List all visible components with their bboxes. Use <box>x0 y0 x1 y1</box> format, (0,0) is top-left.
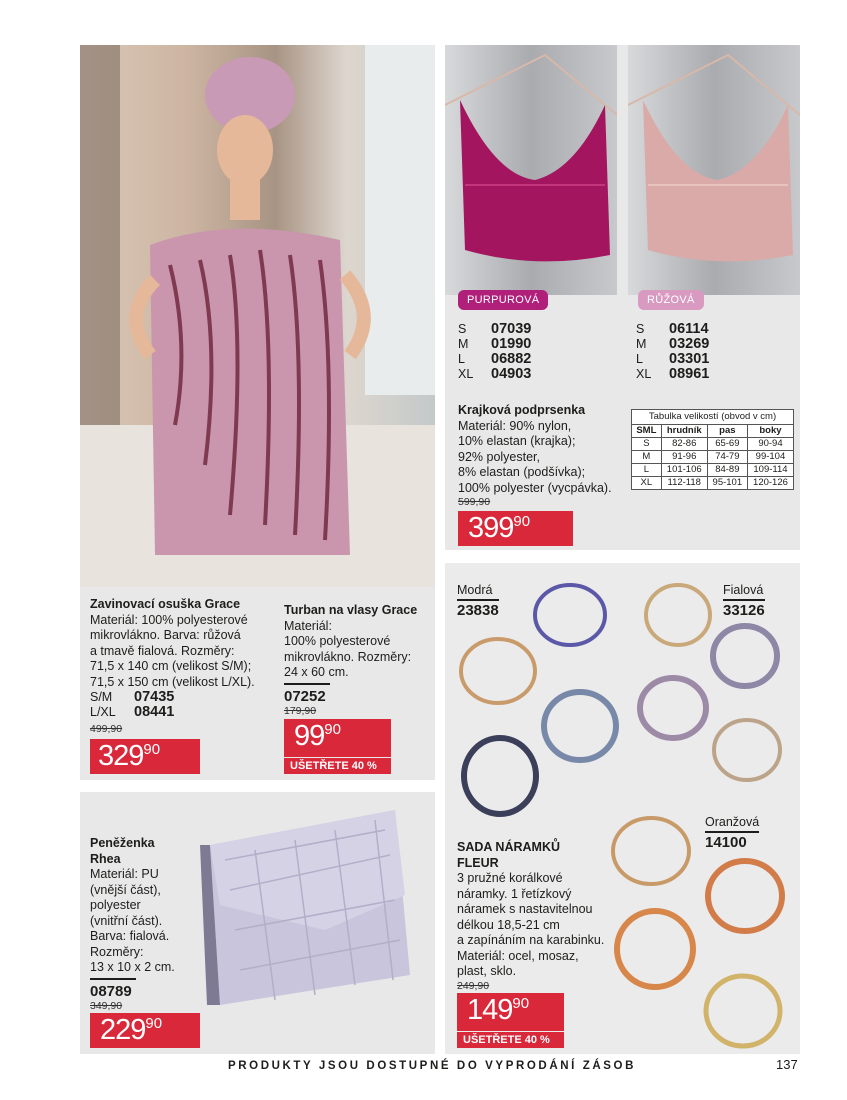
wallet-price-badge <box>90 1013 200 1048</box>
size-table-header: SML <box>632 425 662 438</box>
product-code: 07435 <box>134 689 175 705</box>
size-row: S 06114 <box>636 321 709 337</box>
bracelets-title: SADA NÁRAMKŮ <box>457 840 561 854</box>
price-cents: 90 <box>513 513 531 530</box>
bracelets-line: plast, sklo. <box>457 964 517 978</box>
price-main: 329 <box>98 740 144 772</box>
turban-line: Materiál: <box>284 618 332 633</box>
size-row: L 06882 <box>458 351 532 367</box>
turban-old-price: 179,90 <box>284 704 317 717</box>
size-table-caption: Tabulka velikostí (obvod v cm) <box>632 410 794 425</box>
turban-description <box>284 603 434 717</box>
price-cents: 90 <box>145 1015 163 1032</box>
bracelets-line: a zapínáním na karabinku. <box>457 933 605 947</box>
bra-price-badge <box>458 511 573 546</box>
variant-color: Oranžová <box>705 815 759 833</box>
bracelets-line: 3 pružné korálkové <box>457 871 563 885</box>
color-tag-pink: RŮŽOVÁ <box>638 290 704 310</box>
size-table-row: M 91-96 74-79 99-104 <box>632 451 794 464</box>
turban-save-badge: UŠETŘETE 40 % <box>284 758 391 774</box>
size-row: S 07039 <box>458 321 532 337</box>
bra-line: 10% elastan (krajka); <box>458 434 576 448</box>
wallet-title: Rhea <box>90 851 121 866</box>
bracelet-variant-purple <box>723 583 765 619</box>
bracelets-old-price: 249,90 <box>457 979 490 992</box>
bra-line: 100% polyester (vycpávka). <box>458 480 612 495</box>
towel-line: 71,5 x 150 cm (velikost L/XL). <box>90 674 255 689</box>
wallet-line: (vnitřní část). <box>90 913 163 928</box>
turban-title: Turban na vlasy Grace <box>284 603 418 617</box>
turban-line: 24 x 60 cm. <box>284 665 349 679</box>
towel-variant: S/M 07435 <box>90 689 175 705</box>
product-code: 03269 <box>669 336 710 352</box>
towel-line: 71,5 x 140 cm (velikost S/M); <box>90 659 252 673</box>
color-tag-purple: PURPUROVÁ <box>458 290 548 310</box>
bra-line: 8% elastan (podšívka); <box>458 465 586 479</box>
bracelets-description <box>457 840 627 992</box>
towel-line: mikrovlákno. Barva: růžová <box>90 628 241 642</box>
bra-old-price: 599,90 <box>458 496 491 508</box>
bracelets-title: FLEUR <box>457 855 499 870</box>
size-table <box>631 409 794 490</box>
wallet-line: polyester <box>90 898 141 912</box>
size-table-row: S 82-86 65-69 90-94 <box>632 438 794 451</box>
product-code: 06114 <box>669 321 709 337</box>
bra-purple-illustration <box>445 45 617 295</box>
size-row: XL 04903 <box>458 366 532 382</box>
bracelet-variant-blue <box>457 583 499 619</box>
bracelets-line: náramek s nastavitelnou <box>457 902 593 916</box>
turban-line: 100% polyesterové <box>284 634 391 648</box>
product-code: 03301 <box>669 351 710 367</box>
wallet-old-price: 349,90 <box>90 999 123 1012</box>
bracelets-save-badge: UŠETŘETE 40 % <box>457 1032 564 1048</box>
bra-pink-photo <box>628 45 800 295</box>
bra-line: Materiál: 90% nylon, <box>458 418 572 433</box>
availability-note: PRODUKTY JSOU DOSTUPNÉ DO VYPRODÁNÍ ZÁSOB <box>228 1060 636 1072</box>
product-code: 07252 <box>284 687 326 705</box>
bra-purple-photo <box>445 45 617 295</box>
variant-color: Modrá <box>457 583 499 601</box>
towel-variant: L/XL 08441 <box>90 704 175 720</box>
towel-variants <box>90 690 174 720</box>
size-row: M 03269 <box>636 336 710 352</box>
size-table-header: boky <box>747 425 793 438</box>
wallet-title: Peněženka <box>90 836 155 850</box>
wallet-line: Barva: fialová. <box>90 929 170 943</box>
size-row: XL 08961 <box>636 366 710 382</box>
size-row: L 03301 <box>636 351 710 367</box>
size-table-row: XL 112-118 95-101 120-126 <box>632 477 794 490</box>
towel-model-photo <box>80 45 435 587</box>
divider <box>284 683 330 685</box>
towel-old-price: 499,90 <box>90 723 123 735</box>
turban-price-badge <box>284 719 391 757</box>
bra-pink-sizes <box>636 322 709 382</box>
bra-description <box>458 403 633 508</box>
product-code: 01990 <box>491 336 532 352</box>
towel-title: Zavinovací osuška Grace <box>90 597 241 611</box>
bra-line: 92% polyester, <box>458 449 540 464</box>
towel-line: Materiál: 100% polyesterové <box>90 612 248 627</box>
price-cents: 90 <box>324 721 341 738</box>
product-code: 14100 <box>705 834 747 851</box>
wallet-illustration <box>195 800 415 1010</box>
towel-illustration <box>80 45 435 587</box>
wallet-photo <box>195 800 415 1010</box>
size-table-header: hrudník <box>661 425 707 438</box>
turban-line: mikrovlákno. Rozměry: <box>284 649 412 664</box>
page-number: 137 <box>776 1057 798 1072</box>
product-code: 23838 <box>457 602 499 619</box>
bracelet-variant-orange <box>705 815 759 851</box>
size-table-header: pas <box>707 425 747 438</box>
wallet-line: Materiál: PU <box>90 867 159 881</box>
towel-price-badge <box>90 739 200 774</box>
price-main: 99 <box>294 720 325 752</box>
wallet-line: 13 x 10 x 2 cm. <box>90 960 175 974</box>
price-main: 149 <box>467 994 513 1026</box>
towel-description <box>90 597 290 690</box>
bra-title: Krajková podprsenka <box>458 403 586 417</box>
product-code: 08441 <box>134 704 175 720</box>
wallet-line: Rozměry: <box>90 944 144 959</box>
price-cents: 90 <box>512 995 530 1012</box>
product-code: 04903 <box>491 366 532 382</box>
wallet-line: (vnější část), <box>90 882 161 897</box>
product-code: 06882 <box>491 351 532 367</box>
size-row: M 01990 <box>458 336 532 352</box>
variant-color: Fialová <box>723 583 765 601</box>
bracelets-price-badge <box>457 993 564 1031</box>
product-code: 07039 <box>491 321 532 337</box>
product-code: 33126 <box>723 602 765 619</box>
price-main: 399 <box>468 512 514 544</box>
price-main: 229 <box>100 1014 146 1046</box>
size-table-row: L 101-106 84-89 109-114 <box>632 464 794 477</box>
price-cents: 90 <box>143 741 161 758</box>
bracelets-line: Materiál: ocel, mosaz, <box>457 948 579 963</box>
bracelets-line: délkou 18,5-21 cm <box>457 917 560 932</box>
towel-line: a tmavě fialová. Rozměry: <box>90 643 235 658</box>
bra-pink-illustration <box>628 45 800 295</box>
wallet-description <box>90 836 200 1012</box>
product-code: 08789 <box>90 982 132 1000</box>
bracelets-line: náramky. 1 řetízkový <box>457 886 572 901</box>
divider <box>90 978 136 980</box>
bra-purple-sizes <box>458 322 531 382</box>
product-code: 08961 <box>669 366 710 382</box>
